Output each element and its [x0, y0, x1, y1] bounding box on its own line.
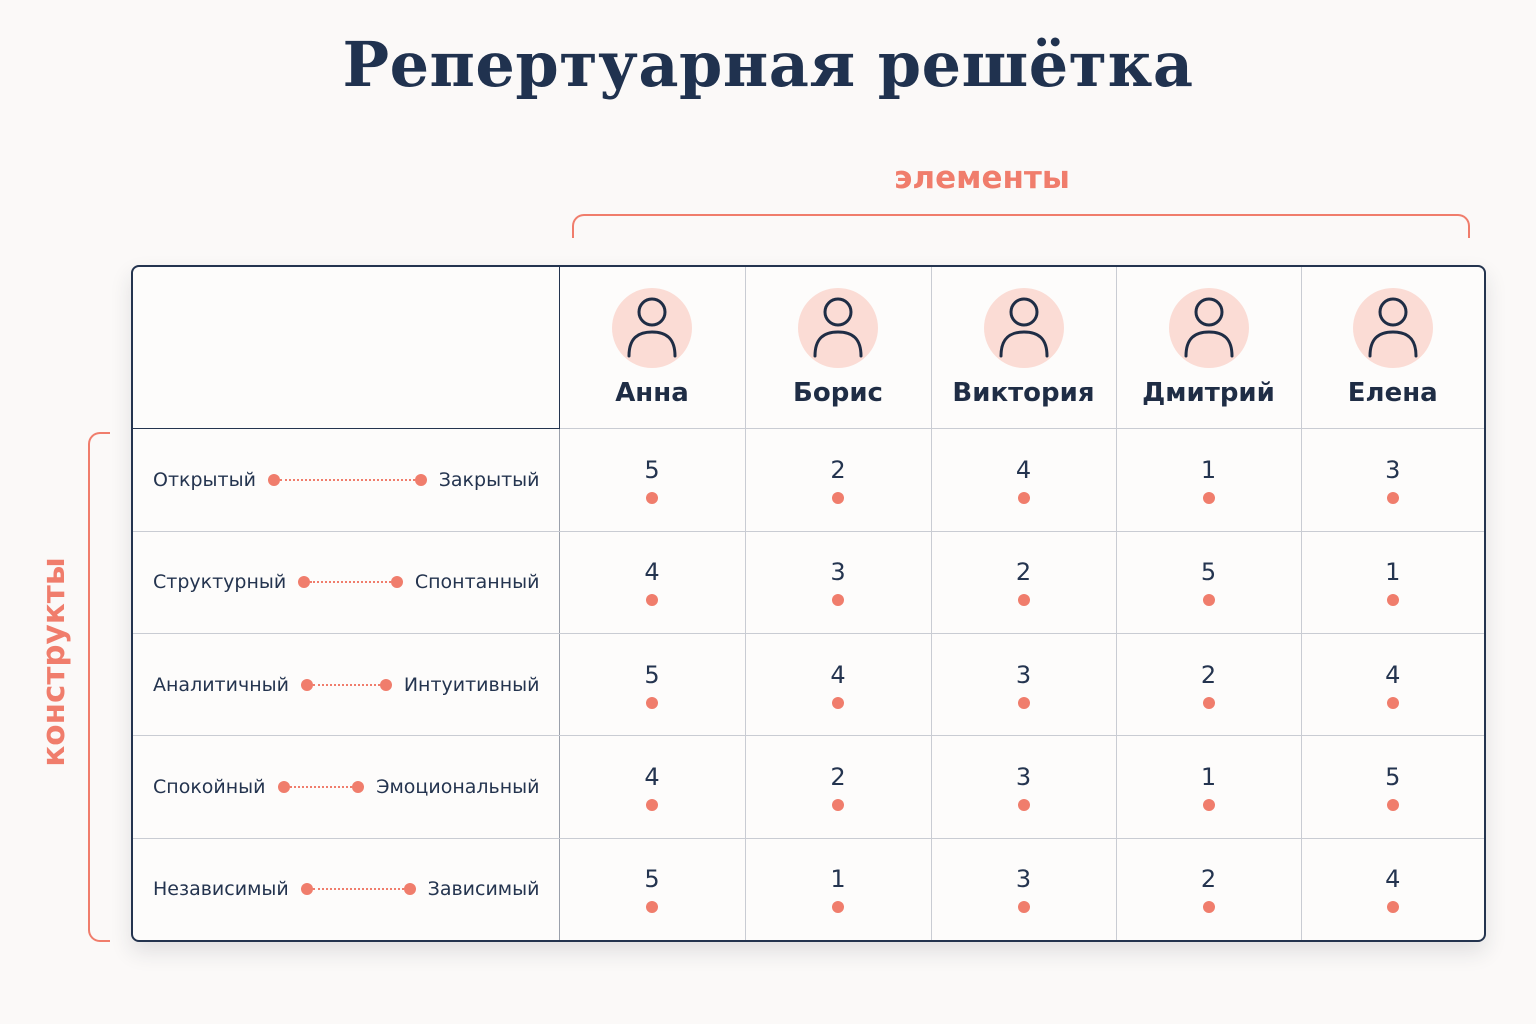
rating-cell	[559, 531, 745, 633]
rating-cell	[1116, 838, 1301, 940]
construct-row	[133, 838, 1484, 940]
element-name: Борис	[793, 377, 883, 408]
rating-dot	[646, 901, 658, 913]
rating-value: 5	[1385, 763, 1401, 791]
construct-cell	[133, 634, 559, 736]
rating-dot	[1203, 901, 1215, 913]
rating-cell	[745, 531, 931, 633]
rating-value: 2	[1015, 558, 1032, 587]
construct-scale	[298, 576, 403, 588]
elements-label: элементы	[894, 160, 1070, 196]
rating-cell	[931, 634, 1116, 736]
rating-value: 1	[1200, 456, 1217, 485]
construct-row	[133, 634, 1484, 736]
construct-left-pole: Независимый	[153, 878, 289, 901]
rating-value: 3	[1015, 865, 1032, 894]
rating-cell	[1116, 429, 1301, 531]
rating-dot	[646, 594, 658, 606]
construct-scale	[278, 781, 365, 793]
rating-value: 2	[830, 763, 846, 791]
rating-dot	[1203, 799, 1215, 811]
rating-dot	[832, 492, 844, 504]
construct-row	[133, 429, 1484, 531]
rating-value: 1	[1200, 763, 1217, 791]
rating-cell	[745, 736, 931, 838]
rating-dot	[1018, 492, 1030, 504]
rating-dot	[646, 799, 658, 811]
rating-dot	[1387, 901, 1399, 913]
rating-dot	[1018, 697, 1030, 709]
constructs-brace	[88, 432, 110, 942]
rating-value: 5	[1200, 558, 1217, 587]
rating-value: 5	[644, 865, 660, 894]
element-name: Елена	[1347, 377, 1438, 408]
rating-dot	[1018, 799, 1030, 811]
construct-right-pole: Закрытый	[438, 469, 540, 492]
rating-dot	[1018, 594, 1030, 606]
construct-cell	[133, 736, 559, 838]
rating-cell	[931, 838, 1116, 940]
construct-scale	[301, 679, 392, 691]
rating-cell	[931, 736, 1116, 838]
rating-dot	[832, 799, 844, 811]
rating-value: 1	[830, 865, 846, 894]
element-header-anna	[559, 267, 745, 429]
rating-value: 2	[1200, 865, 1217, 894]
rating-value: 1	[1385, 558, 1401, 587]
rating-cell	[1301, 736, 1484, 838]
rating-dot	[646, 697, 658, 709]
rating-value: 2	[1200, 660, 1217, 689]
person-icon	[1353, 288, 1433, 368]
construct-left-pole: Структурный	[153, 571, 287, 594]
element-name: Виктория	[952, 377, 1095, 408]
person-icon	[1169, 288, 1249, 368]
rating-cell	[1301, 429, 1484, 531]
rating-value: 3	[1015, 763, 1032, 791]
rating-cell	[745, 429, 931, 531]
page-title: Репертуарная решётка	[342, 28, 1194, 101]
rating-cell	[1301, 634, 1484, 736]
rating-cell	[559, 838, 745, 940]
rating-value: 4	[1385, 865, 1401, 894]
element-name: Дмитрий	[1142, 377, 1275, 408]
rating-dot	[1018, 901, 1030, 913]
rating-value: 4	[830, 660, 846, 689]
construct-left-pole: Спокойный	[153, 776, 266, 798]
rating-cell	[1301, 838, 1484, 940]
rating-value: 3	[1385, 456, 1401, 485]
rating-value: 4	[1015, 456, 1032, 485]
rating-cell	[1116, 736, 1301, 838]
rating-dot	[832, 697, 844, 709]
rating-dot	[1203, 697, 1215, 709]
construct-cell	[133, 838, 559, 940]
element-header-viktoria	[931, 267, 1116, 429]
rating-value: 4	[1385, 660, 1401, 689]
element-header-dmitriy	[1116, 267, 1301, 429]
construct-left-pole: Аналитичный	[153, 673, 289, 696]
rating-value: 5	[644, 456, 660, 485]
person-icon	[612, 288, 692, 368]
construct-left-pole: Открытый	[153, 469, 256, 492]
element-header-boris	[745, 267, 931, 429]
rating-dot	[1203, 594, 1215, 606]
rating-cell	[1116, 634, 1301, 736]
elements-header-row	[133, 267, 1484, 429]
construct-right-pole: Эмоциональный	[376, 776, 540, 798]
construct-scale	[268, 474, 427, 486]
rating-cell	[559, 429, 745, 531]
rating-cell	[931, 429, 1116, 531]
rating-dot	[832, 901, 844, 913]
rating-value: 4	[644, 558, 660, 587]
rating-dot	[1203, 492, 1215, 504]
construct-row	[133, 736, 1484, 838]
rating-dot	[1387, 594, 1399, 606]
element-name: Анна	[615, 377, 689, 408]
construct-scale	[301, 883, 416, 895]
construct-right-pole: Спонтанный	[414, 571, 540, 594]
rating-cell	[745, 634, 931, 736]
constructs-label: конструкты	[36, 557, 72, 767]
person-icon	[984, 288, 1064, 368]
rating-value: 3	[1015, 660, 1032, 689]
construct-cell	[133, 429, 559, 531]
rating-value: 4	[644, 763, 660, 791]
element-header-elena	[1301, 267, 1484, 429]
rating-cell	[1116, 531, 1301, 633]
rating-cell	[559, 634, 745, 736]
rating-cell	[1301, 531, 1484, 633]
rating-dot	[1387, 799, 1399, 811]
elements-brace	[572, 214, 1470, 238]
rating-dot	[832, 594, 844, 606]
construct-row	[133, 531, 1484, 633]
rating-dot	[1387, 492, 1399, 504]
construct-cell	[133, 531, 559, 633]
rating-dot	[1387, 697, 1399, 709]
construct-right-pole: Зависимый	[427, 878, 540, 901]
rating-dot	[646, 492, 658, 504]
person-icon	[798, 288, 878, 368]
rating-cell	[931, 531, 1116, 633]
repertory-grid	[131, 265, 1486, 942]
rating-cell	[559, 736, 745, 838]
rating-value: 3	[830, 558, 846, 587]
rating-cell	[745, 838, 931, 940]
rating-value: 5	[644, 660, 660, 689]
rating-value: 2	[830, 456, 846, 485]
grid-corner-cell	[133, 267, 559, 429]
construct-right-pole: Интуитивный	[403, 673, 540, 696]
